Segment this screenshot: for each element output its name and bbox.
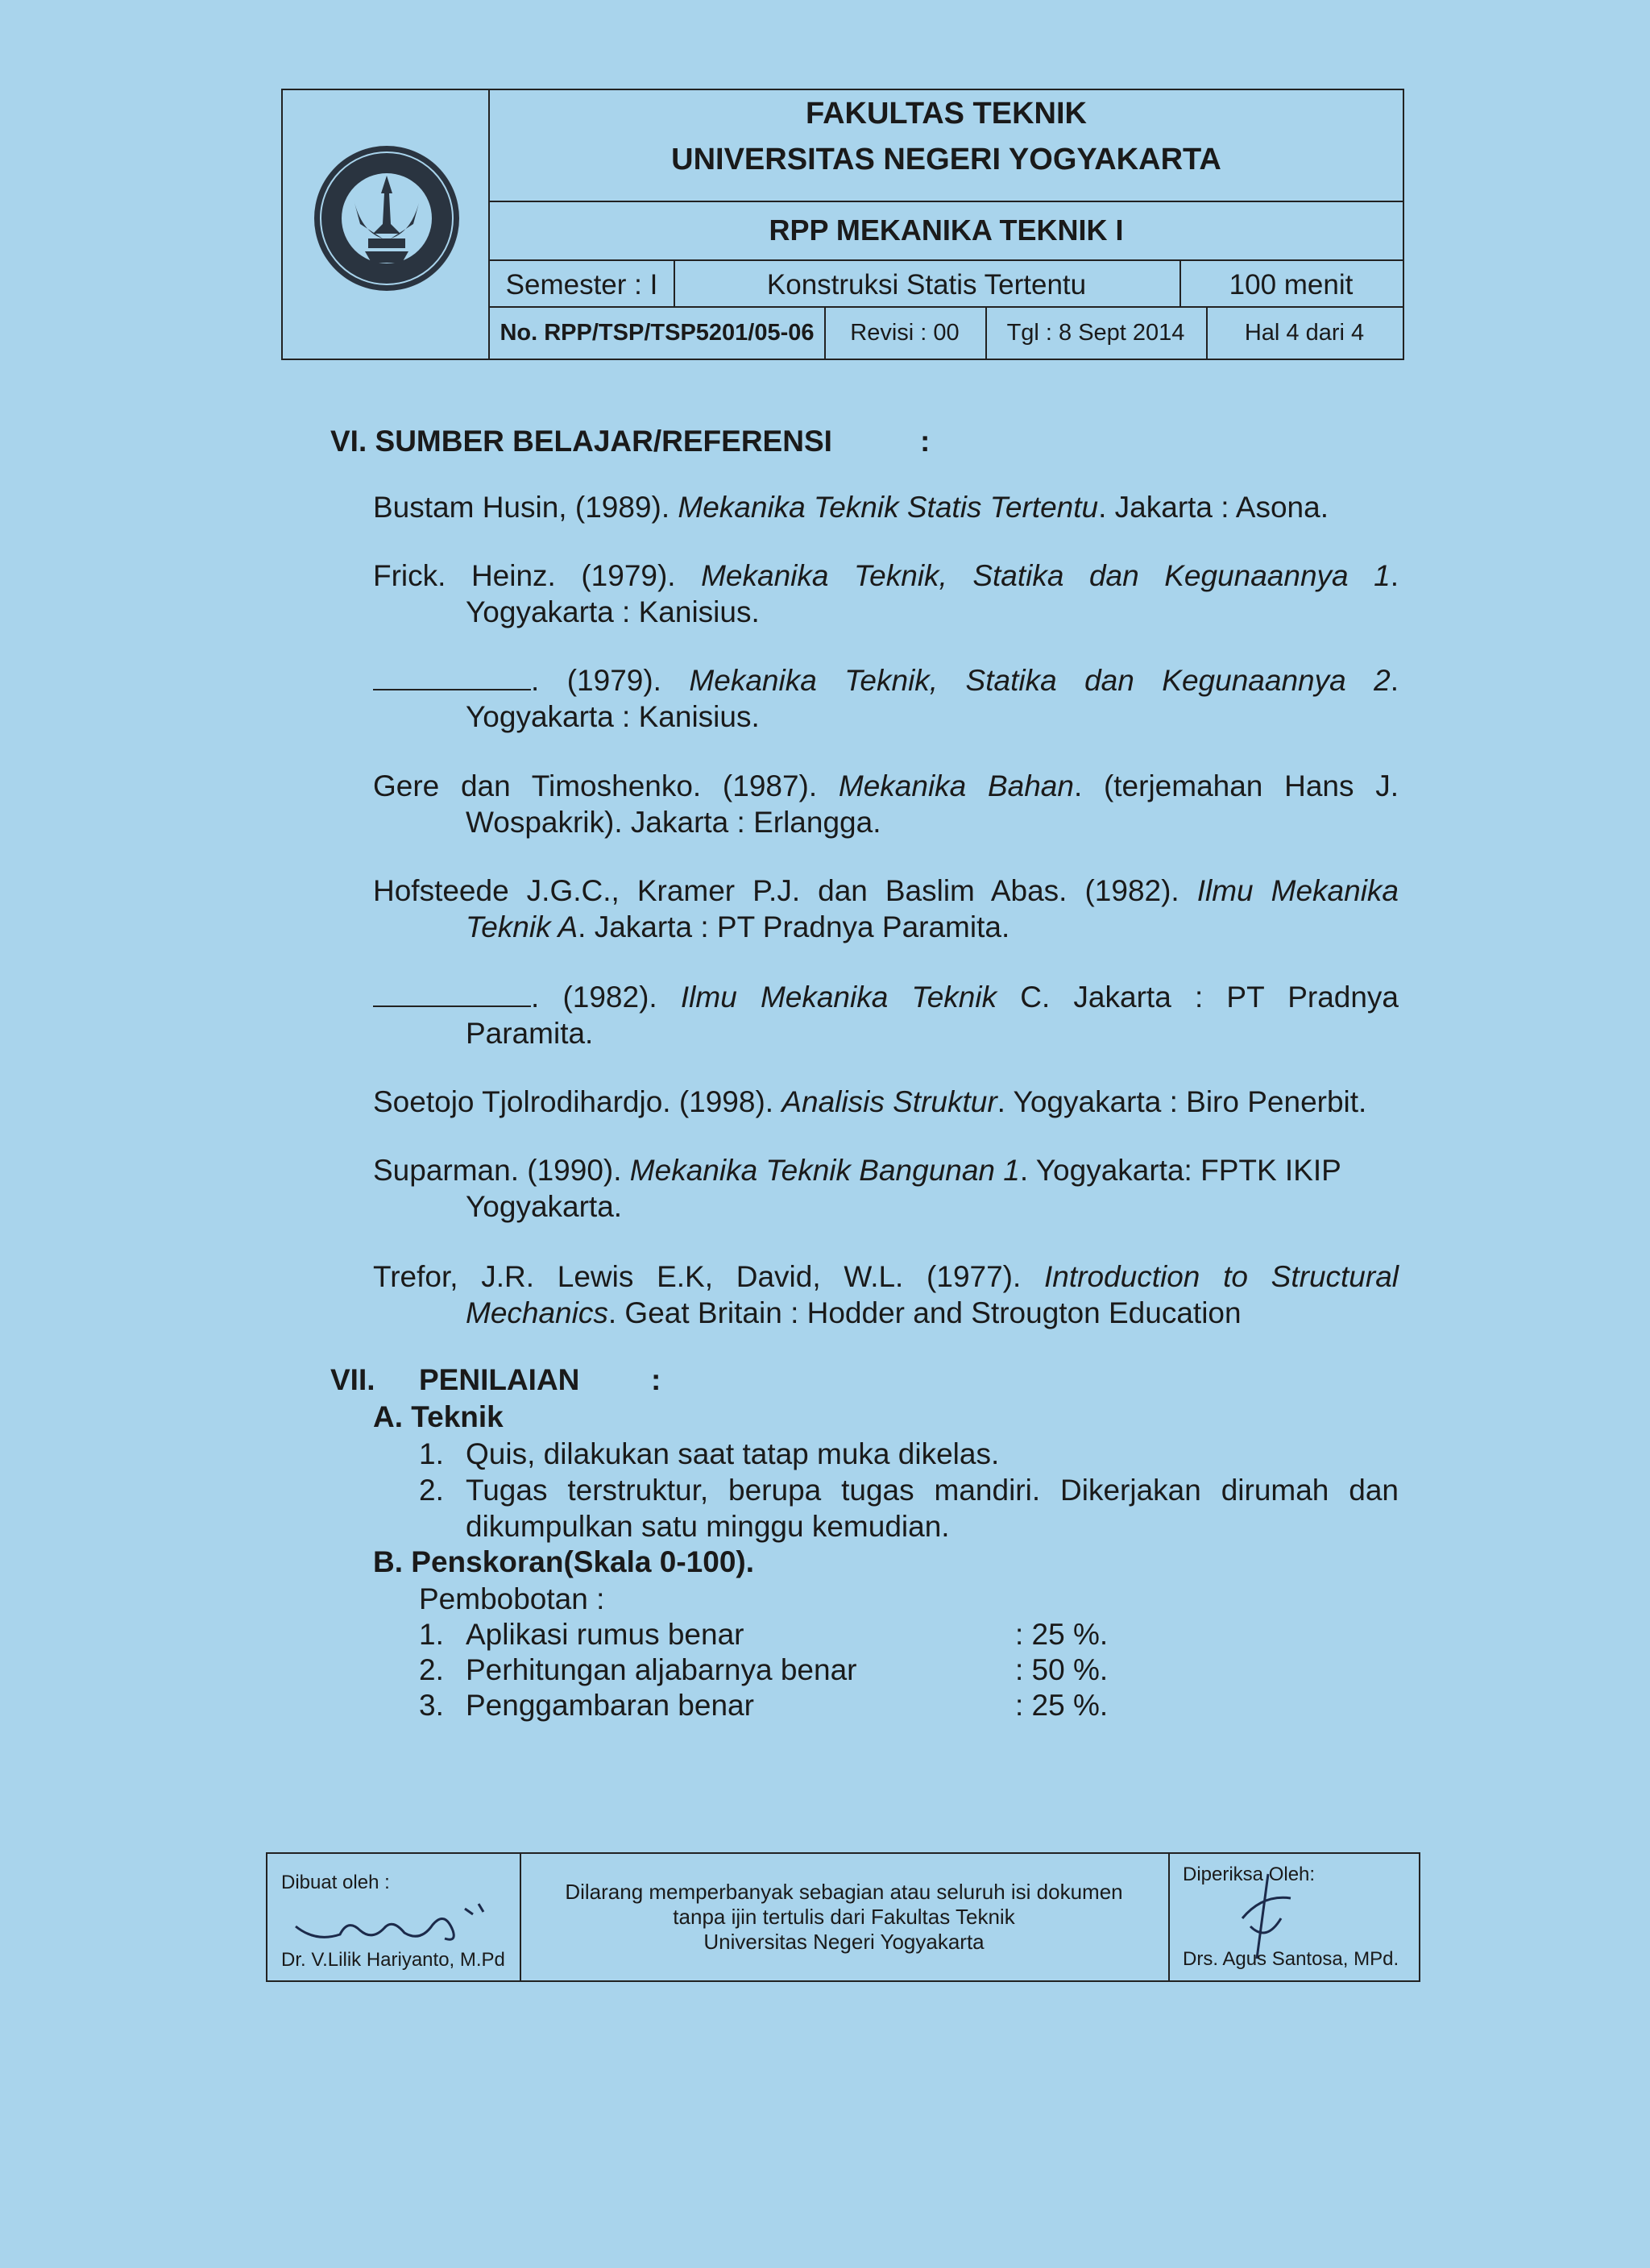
document-number-cell: No. RPP/TSP/TSP5201/05-06 [500,320,815,346]
list-item-number: 2. [419,1474,444,1507]
weight-value: : 25 %. [1015,1689,1109,1722]
date-cell: Tgl : 8 Sept 2014 [1006,320,1185,346]
list-item: Quis, dilakukan saat tatap muka dikelas. [466,1437,1000,1470]
duration-cell: 100 menit [1229,269,1354,301]
logo-cell [283,90,490,359]
reference-item: Soetojo Tjolrodihardjo. (1998). Analisis Struktur. Yogyakarta : Biro Penerbit. [373,1085,1367,1118]
weight-criterion: Perhitungan aljabarnya benar [466,1653,857,1686]
checked-by-name: Drs. Agus Santosa, MPd. [1183,1948,1399,1970]
topic-cell: Konstruksi Statis Tertentu [766,269,1087,301]
document-title: RPP MEKANIKA TEKNIK I [769,214,1124,247]
reference-item: Trefor, J.R. Lewis E.K, David, W.L. (1977). Introduction to Structural [373,1260,1399,1293]
copyright-notice-line-2: tanpa ijin tertulis dari Fakultas Teknik [673,1905,1015,1929]
university-seal-logo [312,143,462,293]
reference-item: Suparman. (1990). Mekanika Teknik Bangunan 1. Yogyakarta: FPTK IKIP [373,1154,1341,1187]
author-signature [292,1894,493,1951]
weight-number: 3. [419,1689,444,1722]
list-item-continued: dikumpulkan satu minggu kemudian. [466,1510,950,1543]
checked-by-label: Diperiksa Oleh: [1183,1864,1316,1885]
page-cell: Hal 4 dari 4 [1244,320,1365,346]
author-repeat-blank [373,980,531,1007]
section-7-number: VII. [330,1363,375,1396]
list-item: Tugas terstruktur, berupa tugas mandiri. Dikerjakan dirumah dan [466,1474,1399,1507]
reference-item: Bustam Husin, (1989). Mekanika Teknik Statis Tertentu. Jakarta : Asona. [373,491,1329,524]
reference-item-continued: Yogyakarta : Kanisius. [466,700,760,733]
weight-number: 1. [419,1618,444,1651]
reference-item: Hofsteede J.G.C., Kramer P.J. dan Baslim Abas. (1982). Ilmu Mekanika [373,874,1399,907]
reference-item-continued: Wospakrik). Jakarta : Erlangga. [466,806,881,839]
reference-item-continued: Paramita. [466,1017,594,1050]
reference-item: Frick. Heinz. (1979). Mekanika Teknik, Statika dan Kegunaannya 1. [373,559,1399,592]
made-by-name: Dr. V.Lilik Hariyanto, M.Pd [281,1949,505,1971]
section-6-colon: : [920,425,931,458]
faculty-title: FAKULTAS TEKNIK [805,97,1087,131]
revision-cell: Revisi : 00 [850,320,960,346]
made-by-label: Dibuat oleh : [281,1872,390,1893]
weight-criterion: Penggambaran benar [466,1689,754,1722]
subsection-b-heading: B. Penskoran(Skala 0-100). [373,1545,754,1578]
section-7-colon: : [651,1363,661,1396]
reference-item-continued: Teknik A. Jakarta : PT Pradnya Paramita. [466,910,1010,943]
weighting-label: Pembobotan : [419,1582,605,1615]
document-footer-table [266,1852,1420,1982]
author-repeat-blank [373,663,531,690]
section-7-heading: PENILAIAN [419,1363,580,1396]
reference-item: . (1982). Ilmu Mekanika Teknik C. Jakarta : PT Pradnya [373,979,1399,1015]
section-6-heading: VI. SUMBER BELAJAR/REFERENSI [330,425,832,458]
reference-item-continued: Yogyakarta. [466,1190,623,1223]
copyright-notice-line-1: Dilarang memperbanyak sebagian atau seluruh isi dokumen [565,1880,1123,1904]
weight-value: : 25 %. [1015,1618,1109,1651]
semester-cell: Semester : I [505,269,658,301]
document-header-table [281,89,1404,360]
weight-value: : 50 %. [1015,1653,1109,1686]
reference-item: . (1979). Mekanika Teknik, Statika dan Kegunaannya 2. [373,662,1399,699]
reference-item: Gere dan Timoshenko. (1987). Mekanika Bahan. (terjemahan Hans J. [373,769,1399,802]
reference-item-continued: Mechanics. Geat Britain : Hodder and Strougton Education [466,1296,1242,1329]
copyright-notice-line-3: Universitas Negeri Yogyakarta [703,1930,985,1954]
list-item-number: 1. [419,1437,444,1470]
weight-criterion: Aplikasi rumus benar [466,1618,744,1651]
weight-number: 2. [419,1653,444,1686]
reference-item-continued: Yogyakarta : Kanisius. [466,595,760,628]
university-title: UNIVERSITAS NEGERI YOGYAKARTA [671,143,1221,176]
subsection-a-heading: A. Teknik [373,1400,504,1433]
